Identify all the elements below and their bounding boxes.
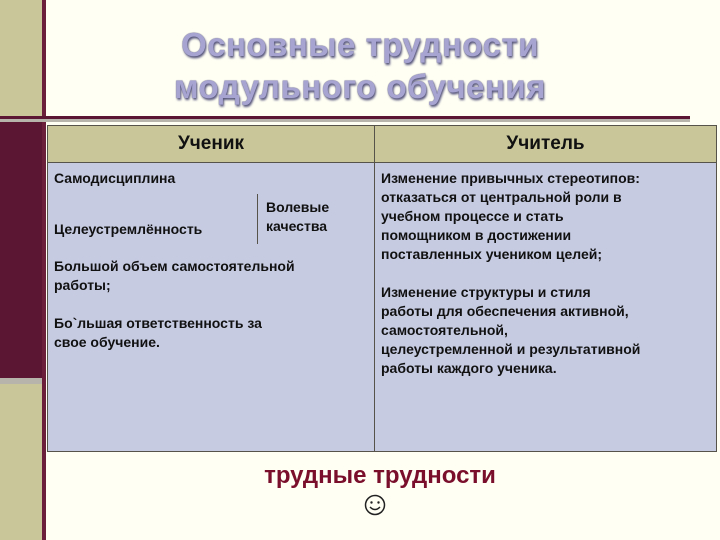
student-line-2: Целеустремлённость [54,221,203,237]
title-line-1: Основные трудности [181,26,539,63]
teacher-line: работы для обеспечения активной, [381,303,629,319]
teacher-line: учебном процессе и стать [381,208,564,224]
student-line-4: работы; [54,277,111,293]
comparison-table [47,125,717,452]
horizontal-rule [0,116,720,122]
teacher-line: помощником в достижении [381,227,572,243]
volevye-line-2: качества [266,218,328,234]
vertical-rule [42,0,46,540]
student-cell [48,163,375,452]
student-line-1: Самодисциплина [54,170,176,186]
teacher-line: самостоятельной, [381,322,508,338]
teacher-line: Изменение структуры и стиля [381,284,591,300]
teacher-line: Изменение привычных стереотипов: [381,170,640,186]
volevye-label [266,198,329,236]
teacher-line: отказаться от центральной роли в [381,189,622,205]
header-teacher: Учитель [375,126,717,163]
title-line-2: модульного обучения [174,68,546,105]
student-line-3: Большой объем самостоятельной [54,258,295,274]
teacher-line: работы каждого ученика. [381,360,557,376]
teacher-cell [375,163,717,452]
smiley-face-icon [364,494,386,516]
volevye-divider [257,194,258,244]
teacher-line: поставленных учеником целей; [381,246,603,262]
student-line-6: свое обучение. [54,334,160,350]
teacher-line: целеустремленной и результативной [381,341,641,357]
header-student: Ученик [48,126,375,163]
left-accent-block [0,122,46,384]
slide-title [120,24,600,108]
volevye-line-1: Волевые [266,199,330,215]
student-line-5: Бо`льшая ответственность за [54,315,262,331]
bottom-note: трудные трудности [264,462,496,489]
